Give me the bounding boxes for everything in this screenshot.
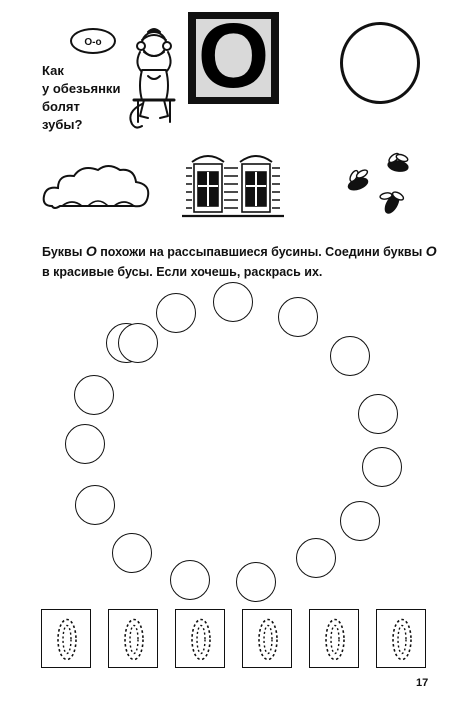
dotted-letter-o [310,610,360,669]
question-line-2: у обезьянки [42,81,121,96]
instruction-letter-2: О [425,243,437,259]
bead-circle [156,293,196,333]
question-line-4: зубы? [42,117,83,132]
bead-circle [112,533,152,573]
instruction-part-2: похожи на рассыпавшиеся бусины. Соедини буквы [96,245,426,259]
bead-circle [118,323,158,363]
riddle-question [42,62,122,134]
bead-circle [236,562,276,602]
instruction-part-3: в красивые бусы. Если хочешь, раскрась их. [42,265,323,279]
bead-circle [278,297,318,337]
letter-card-inner [196,5,271,107]
instruction-part-1: Буквы [42,245,86,259]
instruction-text [42,241,442,282]
letter-tracing-box[interactable] [108,609,158,668]
instruction-letter-1: О [85,243,97,259]
bead-circle [65,424,105,464]
wasp-icon [340,152,420,224]
letter-tracing-box[interactable] [41,609,91,668]
letter-tracing-box[interactable] [309,609,359,668]
bead-circle [296,538,336,578]
dotted-letter-o [42,610,92,669]
letter-tracing-box[interactable] [242,609,292,668]
letter-card [188,5,279,107]
large-circle-drawing [340,22,420,104]
bead-circle [340,501,380,541]
speech-bubble-text: О-о [84,37,102,48]
bead-circle [358,394,398,434]
dotted-letter-o [243,610,293,669]
dotted-letter-o [377,610,427,669]
bead-circle [213,282,253,322]
letter-tracing-box[interactable] [376,609,426,668]
page-number: 17 [416,677,429,689]
question-line-3: болят [42,99,80,114]
bead-circle [74,375,114,415]
bead-circle [170,560,210,600]
bead-circle [75,485,115,525]
dotted-letter-o [109,610,159,669]
speech-bubble [70,28,116,54]
question-line-1: Как [42,63,64,78]
bead-circle [362,447,402,487]
bead-circle [330,336,370,376]
window-shutters-icon [178,150,288,222]
dotted-letter-o [176,610,226,669]
cloud-icon [42,162,154,216]
letter-tracing-box[interactable] [175,609,225,668]
monkey-icon [118,26,190,130]
big-letter: О [197,5,270,107]
